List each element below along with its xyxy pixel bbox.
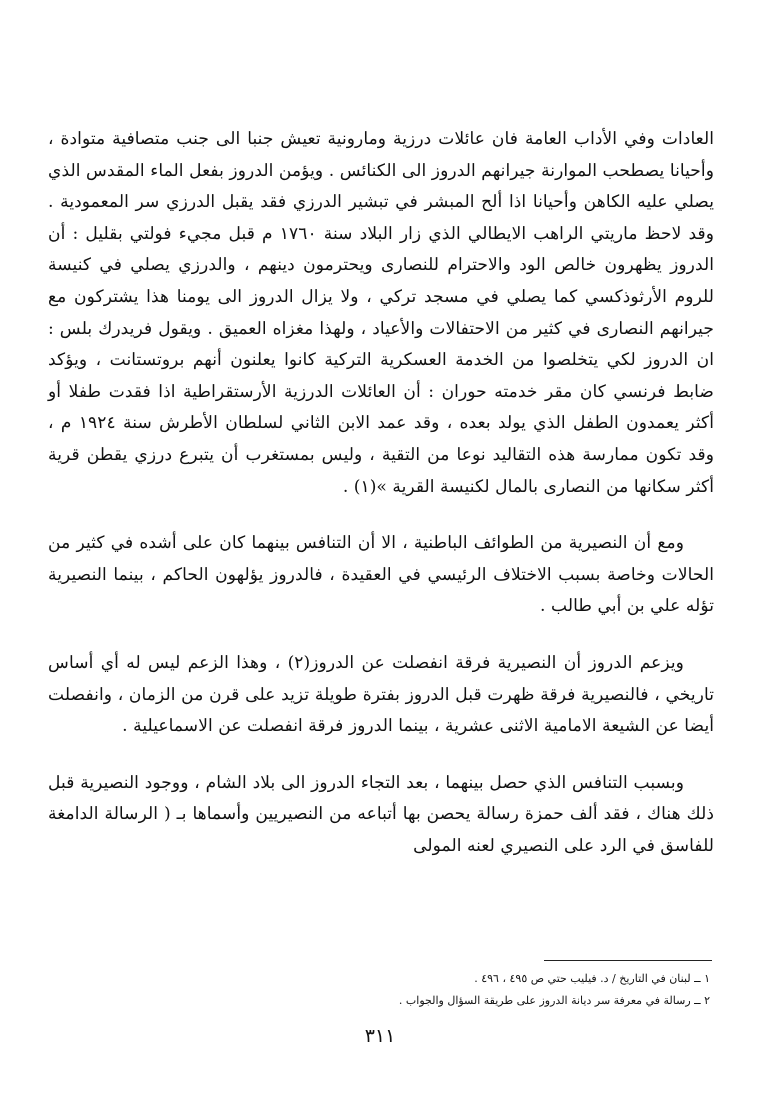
footnote-divider — [544, 960, 712, 961]
paragraph-hamza-epistle: وبسبب التنافس الذي حصل بينهما ، بعد التجاء الدروز الى بلاد الشام ، ووجود النصيرية قبل ذلك هناك ، فقد ألف حمزة رسالة يحصن بها أتباعه من النصيريين وأسماها بـ ( الرسالة الدامغة للفاسق في الرد على النصيري لعنه المولى — [48, 772, 714, 856]
paragraph-druze-claim: ويزعم الدروز أن النصيرية فرقة انفصلت عن الدروز(٢) ، وهذا الزعم ليس له أي أساس تاريخي ، فالنصيرية فرقة ظهرت قبل الدروز بفترة طويلة تزيد على قرن من الزمان ، وانفصلت أيضا عن الشيعة الامامية الاثنى عشرية ، بينما الدروز فرقة انفصلت عن الاسماعيلية . — [48, 652, 714, 737]
footnote-1: ١ ــ لبنان في التاريخ / د. فيليب حتي ص ٤٩٥ ، ٤٩٦ . — [474, 972, 710, 985]
footnotes — [60, 968, 710, 1012]
footnote-2: ٢ ــ رسالة في معرفة سر ديانة الدروز على طريقة السؤال والجواب . — [398, 994, 710, 1007]
page-number: ٣١١ — [364, 1025, 396, 1047]
paragraph-nusayri-rivalry: ومع أن النصيرية من الطوائف الباطنية ، الا أن التنافس بينهما كان على أشده في كثير من الحالات وخاصة بسبب الاختلاف الرئيسي في العقيدة ، فالدروز يؤلهون الحاكم ، بينما النصيرية تؤله علي بن أبي طالب . — [48, 533, 714, 617]
paragraph-druze-christian-relations: العادات وفي الأداب العامة فان عائلات درزية ومارونية تعيش جنبا الى جنب متصافية متوادة ، وأحيانا يصطحب الموارنة جيرانهم الدروز الى الكنائس . ويؤمن الدروز بفعل الماء المقدس الذي يصلي عليه الكاهن وأحيانا اذا ألح المبشر في تبشير الدرزي فقد يقبل الدرزي سر المعمودية . وقد لاحظ ماريتي الراهب الايطالي الذي زار البلاد سنة ١٧٦٠ م قبل مجيء فولتي بقليل : أن الدروز يظهرون خالص الود والاحترام للنصارى ويحترمون دينهم ، والدرزي يصلي في كنيسة للروم الأرثوذكسي كما يصلي في مسجد تركي ، ولا يزال الدروز الى يومنا هذا يشتركون مع جيرانهم النصارى في كثير من الاحتفالات والأعياد ، ولهذا مغزاه العميق . ويقول فريدرك بلس : ان الدروز لكي يتخلصوا من الخدمة العسكرية التركية كانوا يعلنون أنهم بروتستانت ، ويؤكد ضابط فرنسي كان مقر خدمته حوران : أن العائلات الدرزية الأرستقراطية اذا فقدت طفلا أو أكثر يعمدون الطفل الذي يولد بعده ، وقد عمد الابن الثاني لسلطان الأطرش سنة ١٩٢٤ م ، وقد تكون ممارسة هذه التقاليد نوعا من التقية ، وليس بمستغرب أن يتبرع درزي يقطن قرية أكثر سكانها من النصارى بالمال لكنيسة القرية »(١) . — [48, 129, 715, 497]
